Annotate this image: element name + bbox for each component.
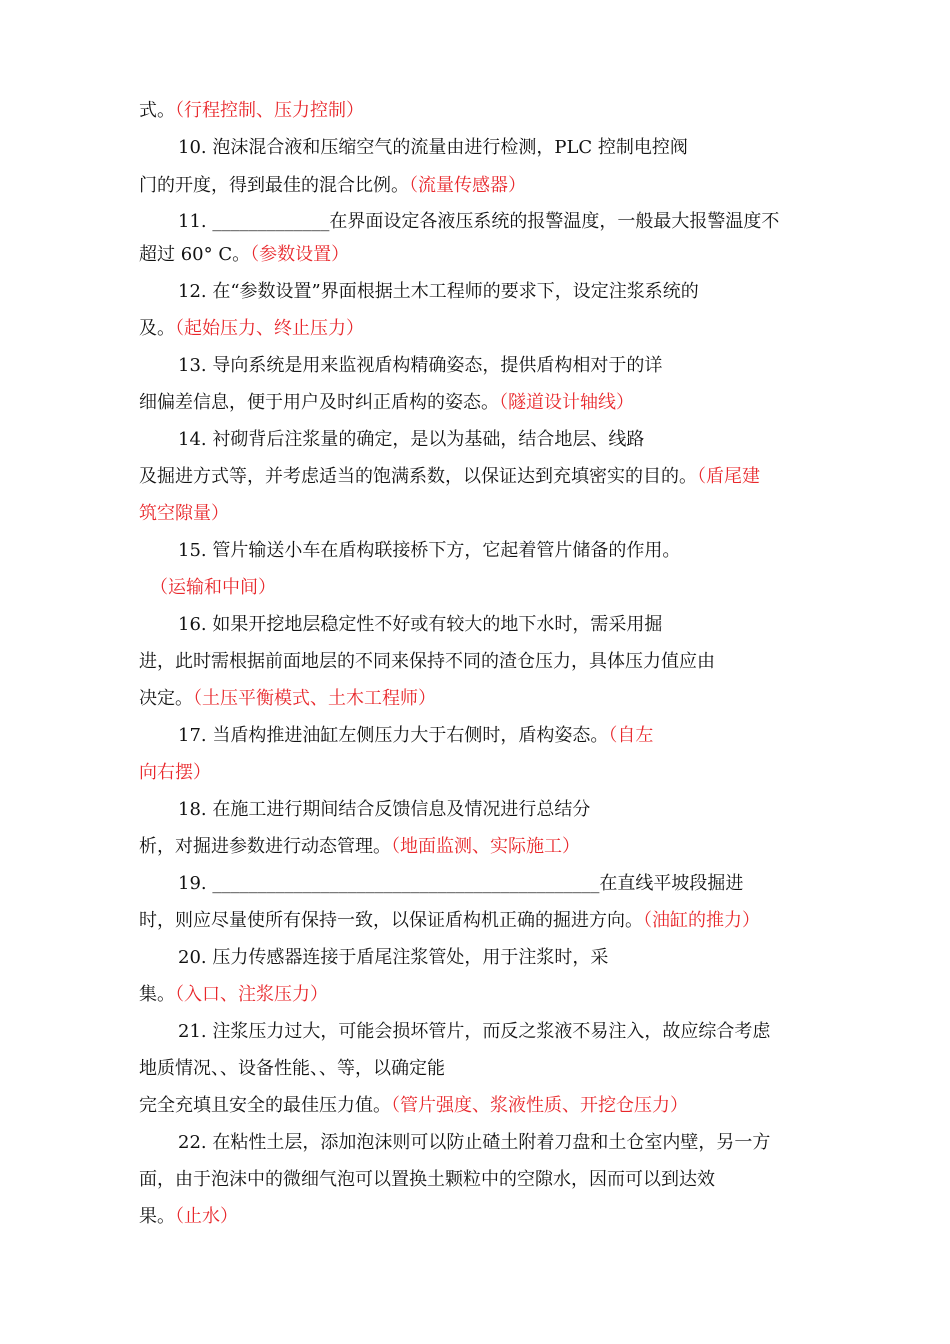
- text-line: [178, 428, 878, 452]
- question-text: 21. 注浆压力过大，可能会损坏管片，而反之浆液不易注入，故应综合考虑: [178, 1021, 771, 1042]
- answer-text: （土压平衡模式、土木工程师）: [193, 688, 436, 709]
- text-line: [150, 576, 850, 600]
- text-line: [139, 317, 839, 341]
- text-line: [139, 174, 839, 198]
- question-text: 12. 在“参数设置”界面根据土木工程师的要求下，设定注浆系统的: [178, 281, 699, 302]
- question-text: 13. 导向系统是用来监视盾构精确姿态，提供盾构相对于的详: [178, 355, 663, 376]
- text-line: [139, 1205, 839, 1229]
- answer-text: （流量传感器）: [409, 175, 526, 196]
- answer-text: （运输和中间）: [150, 577, 276, 598]
- question-text: 16. 如果开挖地层稳定性不好或有较大的地下水时，需采用掘: [178, 614, 663, 635]
- question-text: 及。: [139, 318, 175, 339]
- text-line: [139, 1057, 839, 1081]
- text-line: [178, 798, 878, 822]
- text-line: [139, 909, 839, 933]
- text-line: [139, 1094, 839, 1118]
- answer-text: （盾尾建: [697, 466, 760, 487]
- question-text: 集。: [139, 984, 175, 1005]
- answer-text: （止水）: [175, 1206, 238, 1227]
- question-text: 及掘进方式等，并考虑适当的饱满系数，以保证达到充填密实的目的。: [139, 466, 697, 487]
- text-line: [139, 687, 839, 711]
- answer-text: 筑空隙量）: [139, 503, 229, 524]
- text-line: [139, 835, 839, 859]
- text-line: [139, 502, 839, 526]
- text-line: [139, 99, 839, 123]
- text-line: [178, 872, 878, 896]
- question-text: 10. 泡沫混合液和压缩空气的流量由进行检测，PLC 控制电控阀: [178, 137, 688, 158]
- text-line: [139, 650, 839, 674]
- question-text: 超过 60° C。: [139, 244, 251, 265]
- text-line: [178, 946, 878, 970]
- question-text: 析，对掘进参数进行动态管理。: [139, 836, 391, 857]
- question-text: 细偏差信息，便于用户及时纠正盾构的姿态。: [139, 392, 499, 413]
- question-text: 18. 在施工进行期间结合反馈信息及情况进行总结分: [178, 799, 591, 820]
- answer-text: （地面监测、实际施工）: [391, 836, 580, 857]
- question-text: 门的开度，得到最佳的混合比例。: [139, 175, 409, 196]
- answer-text: 向右摆）: [139, 762, 211, 783]
- question-text: 15. 管片输送小车在盾构联接桥下方，它起着管片储备的作用。: [178, 540, 681, 561]
- question-text: 地质情况、、设备性能、、等，以确定能: [139, 1058, 445, 1079]
- answer-text: （行程控制、压力控制）: [175, 100, 364, 121]
- question-text: 20. 压力传感器连接于盾尾注浆管处，用于注浆时，采: [178, 947, 609, 968]
- text-line: [139, 1168, 839, 1192]
- question-text: 14. 衬砌背后注浆量的确定，是以为基础，结合地层、线路: [178, 429, 645, 450]
- text-line: [139, 243, 839, 267]
- answer-text: （油缸的推力）: [643, 910, 760, 931]
- question-text: 19. ___________________________________________在直线平坡段掘进: [178, 873, 744, 894]
- question-text: 式。: [139, 100, 175, 121]
- text-line: [178, 354, 878, 378]
- question-text: 面，由于泡沫中的微细气泡可以置换土颗粒中的空隙水，因而可以到达效: [139, 1169, 715, 1190]
- question-text: 时，则应尽量使所有保持一致，以保证盾构机正确的掘进方向。: [139, 910, 643, 931]
- answer-text: （管片强度、浆液性质、开挖仓压力）: [391, 1095, 688, 1116]
- text-line: [178, 1131, 878, 1155]
- question-text: 完全充填且安全的最佳压力值。: [139, 1095, 391, 1116]
- answer-text: （参数设置）: [250, 244, 350, 265]
- answer-text: （入口、注浆压力）: [175, 984, 328, 1005]
- text-line: [178, 136, 878, 160]
- answer-text: （起始压力、终止压力）: [175, 318, 364, 339]
- answer-text: （自左: [608, 725, 654, 746]
- text-line: [139, 391, 839, 415]
- question-text: 决定。: [139, 688, 193, 709]
- answer-text: （隧道设计轴线）: [499, 392, 634, 413]
- text-line: [178, 724, 878, 748]
- question-text: 11. _____________在界面设定各液压系统的报警温度，一般最大报警温度不: [178, 211, 780, 232]
- text-line: [178, 613, 878, 637]
- text-line: [178, 1020, 878, 1044]
- question-text: 17. 当盾构推进油缸左侧压力大于右侧时，盾构姿态。: [178, 725, 609, 746]
- text-line: [139, 465, 839, 489]
- text-line: [139, 761, 839, 785]
- question-text: 22. 在粘性土层，添加泡沫则可以防止碴土附着刀盘和土仓室内壁，另一方: [178, 1132, 771, 1153]
- question-text: 进，此时需根据前面地层的不同来保持不同的渣仓压力，具体压力值应由: [139, 651, 715, 672]
- text-line: [139, 983, 839, 1007]
- text-line: [178, 539, 878, 563]
- text-line: [178, 210, 878, 234]
- text-line: [178, 280, 878, 304]
- question-text: 果。: [139, 1206, 175, 1227]
